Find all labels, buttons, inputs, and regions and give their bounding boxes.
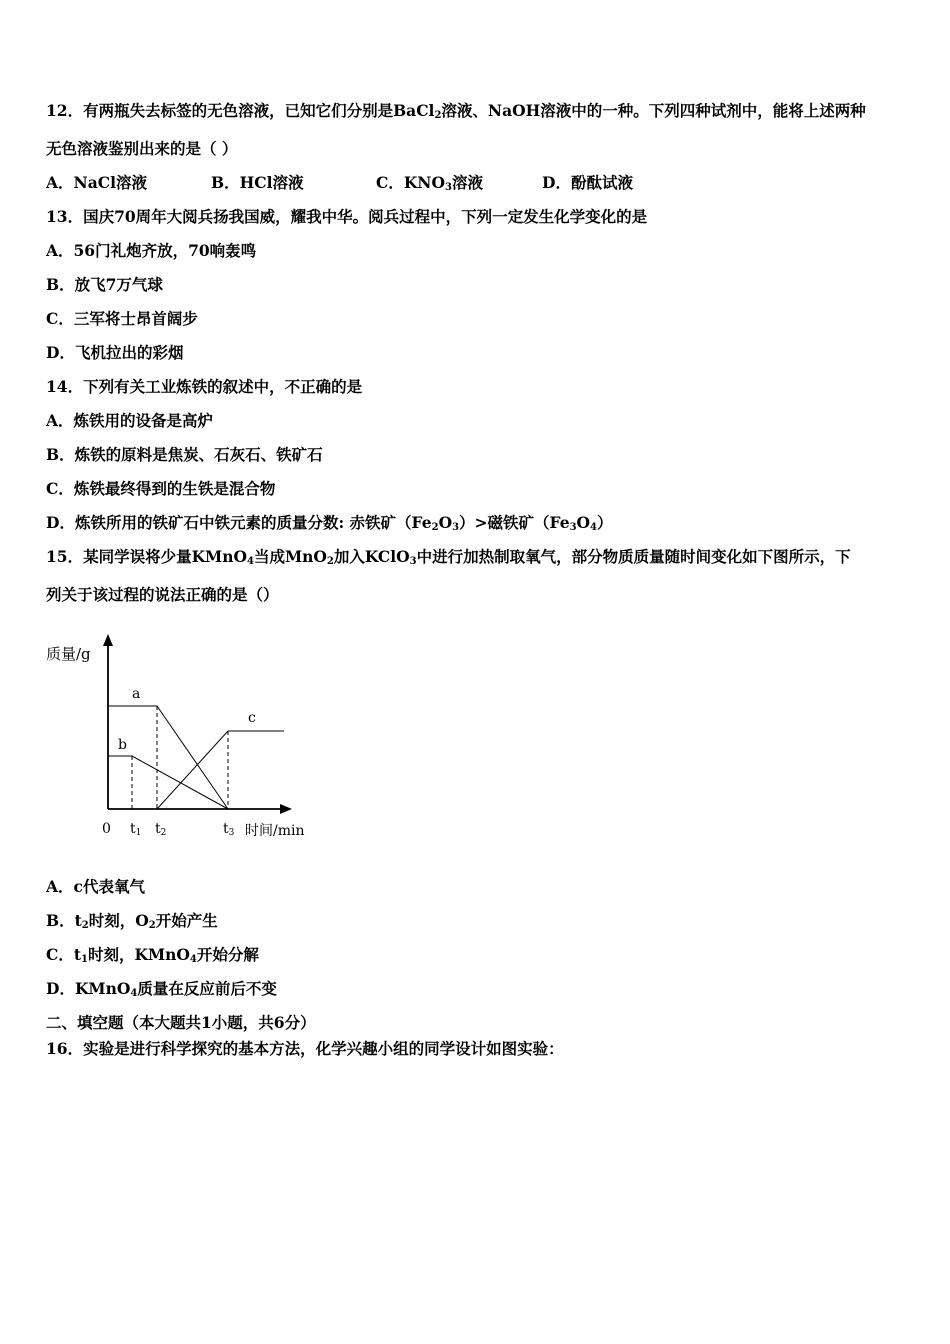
q14-stem: 14．下列有关工业炼铁的叙述中，不正确的是: [46, 377, 363, 396]
q13-option-c: C．三军将士昂首阔步: [46, 309, 198, 328]
q15-stem-line1: 15．某同学误将少量KMnO$_4$当成MnO$_2$加入KClO$_3$中进行加热制取氧气，部分物质质量随时间变化如下图所示，下: [46, 547, 851, 567]
q12-option-b: B．HCl溶液: [211, 173, 304, 192]
x-tick-t2: t2: [155, 821, 167, 838]
y-axis-arrow-icon: [103, 634, 113, 646]
q12-option-a: A．NaCl溶液: [46, 173, 147, 192]
q13-option-b: B．放飞7万气球: [46, 275, 163, 294]
y-axis-label: 质量/g: [46, 645, 91, 663]
x-axis-arrow-icon: [280, 804, 292, 814]
q15-option-a: A．c代表氧气: [46, 877, 145, 896]
series-b-label: b: [118, 737, 127, 753]
q12-stem-line1: 12．有两瓶失去标签的无色溶液，已知它们分别是BaCl$_2$溶液、NaOH溶液中的一种。下列四种试剂中，能将上述两种: [46, 101, 866, 121]
q12-stem-line2: 无色溶液鉴别出来的是（ ）: [46, 139, 238, 158]
q14-option-b: B．炼铁的原料是焦炭、石灰石、铁矿石: [46, 445, 323, 464]
q12-option-c: C．$KNO_3$溶液: [376, 173, 483, 193]
x-tick-t1: t1: [130, 821, 142, 838]
q15-option-c: C．$t_1$时刻，KMnO$_4$开始分解: [46, 945, 259, 965]
q15-option-d: D．KMnO$_4$质量在反应前后不变: [46, 979, 277, 999]
x-axis-label: 时间/min: [245, 823, 305, 839]
q14-option-c: C．炼铁最终得到的生铁是混合物: [46, 479, 276, 498]
q15-option-b: B．$t_2$时刻，$O_2$开始产生: [46, 911, 218, 931]
series-a-label: a: [132, 686, 141, 702]
q14-option-d: D．炼铁所用的铁矿石中铁元素的质量分数: 赤铁矿$(Fe_2O_3)>$磁铁矿$(Fe_3O_4)$: [46, 513, 613, 533]
section-2-heading: 二、填空题（本大题共1小题，共6分）: [46, 1013, 316, 1032]
x-origin-label: 0: [102, 821, 111, 837]
q13-option-d: D．飞机拉出的彩烟: [46, 343, 184, 362]
q16-stem: 16．实验是进行科学探究的基本方法，化学兴趣小组的同学设计如图实验：: [46, 1039, 564, 1058]
q13-stem: 13．国庆70周年大阅兵扬我国威，耀我中华。阅兵过程中，下列一定发生化学变化的是: [46, 207, 648, 226]
q12-option-d: D．酚酞试液: [542, 173, 633, 192]
q15-stem-line2: 列关于该过程的说法正确的是（）: [46, 585, 279, 604]
series-a-line: [108, 706, 228, 809]
x-tick-t3: t3: [223, 821, 235, 838]
mass-time-graph: [40, 628, 330, 848]
q13-option-a: A．56门礼炮齐放，70响轰鸣: [46, 241, 257, 260]
series-c-label: c: [248, 710, 256, 726]
q14-option-a: A．炼铁用的设备是高炉: [46, 411, 214, 430]
